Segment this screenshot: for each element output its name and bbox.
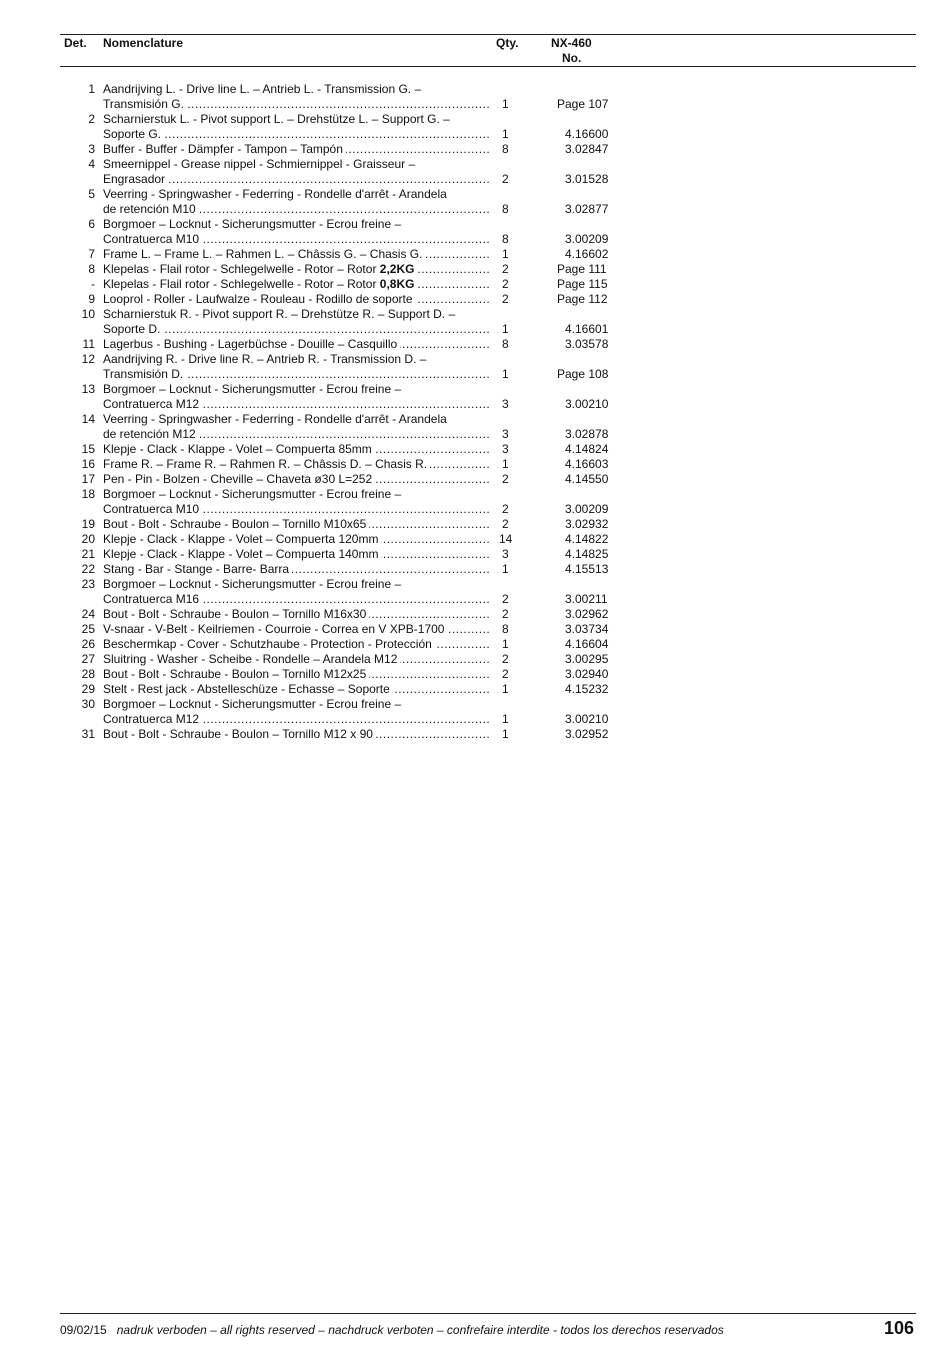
row-description — [103, 172, 491, 187]
row-description-text: Veerring - Springwasher - Federring - Rondelle d'arrêt - Arandela — [103, 187, 450, 201]
row-part-number: 4.14550 — [565, 472, 609, 486]
row-description — [103, 337, 491, 352]
weight-emphasis: 0,8KG — [379, 277, 415, 291]
table-row — [0, 562, 950, 577]
row-description — [103, 292, 491, 307]
row-part-number: 3.00210 — [565, 397, 609, 411]
table-row — [0, 307, 950, 322]
row-part-number: 3.00211 — [565, 592, 608, 606]
row-part-number: Page 107 — [557, 97, 609, 111]
table-row — [0, 652, 950, 667]
row-qty: 2 — [502, 592, 509, 606]
row-description-text: Bout - Bolt - Schraube - Boulon – Tornillo M10x65 — [103, 517, 369, 531]
row-description — [103, 712, 491, 727]
row-det: 1 — [88, 82, 95, 96]
row-description-text: Bout - Bolt - Schraube - Boulon – Tornillo M16x30 — [103, 607, 369, 621]
row-description-text: Transmisión D. — [103, 367, 186, 381]
row-description — [103, 457, 491, 472]
row-det: 10 — [81, 307, 95, 321]
header-model: NX-460 — [551, 36, 592, 50]
header-qty: Qty. — [496, 36, 519, 50]
table-row — [0, 697, 950, 712]
row-description-text: Scharnierstuk L. - Pivot support L. – Drehstütze L. – Support G. – — [103, 112, 453, 126]
row-description-text: Borgmoer – Locknut - Sicherungsmutter - Ecrou freine – — [103, 487, 404, 501]
row-qty: 8 — [502, 202, 509, 216]
table-row — [0, 607, 950, 622]
row-det: 16 — [81, 457, 95, 471]
row-det: 8 — [88, 262, 95, 276]
row-det: 18 — [81, 487, 95, 501]
table-row — [0, 247, 950, 262]
row-description — [103, 472, 491, 487]
row-part-number: 4.14822 — [565, 532, 609, 546]
row-description-text: Aandrijving L. - Drive line L. – Antrieb L. - Transmission G. – — [103, 82, 424, 96]
row-part-number: 3.02847 — [565, 142, 609, 156]
table-row — [0, 322, 950, 337]
row-description — [103, 142, 491, 157]
table-row — [0, 382, 950, 397]
row-det: 27 — [81, 652, 95, 666]
row-det: 7 — [88, 247, 95, 261]
row-part-number: 3.00210 — [565, 712, 609, 726]
row-description-text: Looprol - Roller - Laufwalze - Rouleau - Rodillo de soporte — [103, 292, 416, 306]
row-det: 21 — [81, 547, 95, 561]
table-row — [0, 232, 950, 247]
table-row — [0, 277, 950, 292]
row-qty: 2 — [502, 292, 509, 306]
row-description-text: Borgmoer – Locknut - Sicherungsmutter - Ecrou freine – — [103, 382, 404, 396]
row-part-number: 4.14824 — [565, 442, 609, 456]
row-qty: 2 — [502, 472, 509, 486]
table-row — [0, 352, 950, 367]
table-row — [0, 682, 950, 697]
row-det: 3 — [88, 142, 95, 156]
row-det: 2 — [88, 112, 95, 126]
row-qty: 1 — [502, 322, 509, 336]
row-part-number: 3.02940 — [565, 667, 609, 681]
row-description — [103, 367, 491, 382]
row-det: 13 — [81, 382, 95, 396]
row-description-text: Klepje - Clack - Klappe - Volet – Compuerta 140mm — [103, 547, 381, 561]
row-description — [103, 607, 491, 622]
row-qty: 3 — [502, 427, 509, 441]
table-row — [0, 577, 950, 592]
row-description — [103, 322, 491, 337]
row-description — [103, 487, 491, 502]
row-part-number: 3.00295 — [565, 652, 609, 666]
row-det: 29 — [81, 682, 95, 696]
row-description — [103, 412, 491, 427]
row-description-text: Borgmoer – Locknut - Sicherungsmutter - Ecrou freine – — [103, 697, 404, 711]
table-row — [0, 622, 950, 637]
row-description — [103, 637, 491, 652]
row-det: 12 — [81, 352, 95, 366]
table-row — [0, 502, 950, 517]
table-row — [0, 262, 950, 277]
row-description-text: Scharnierstuk R. - Pivot support R. – Drehstütze R. – Support D. – — [103, 307, 458, 321]
row-description — [103, 307, 491, 322]
row-description — [103, 547, 491, 562]
table-row — [0, 667, 950, 682]
row-description-text: Contratuerca M16 — [103, 592, 202, 606]
table-row — [0, 712, 950, 727]
row-part-number: 3.03734 — [565, 622, 609, 636]
table-row — [0, 82, 950, 97]
row-description — [103, 562, 491, 577]
table-row — [0, 472, 950, 487]
row-part-number: 3.02932 — [565, 517, 609, 531]
row-description — [103, 97, 491, 112]
row-det: 24 — [81, 607, 95, 621]
row-det: 14 — [81, 412, 95, 426]
row-qty: 2 — [502, 607, 509, 621]
row-part-number: 3.00209 — [565, 502, 609, 516]
row-description — [103, 112, 491, 127]
row-description — [103, 217, 491, 232]
row-description — [103, 247, 491, 262]
row-description-text: de retención M12 — [103, 427, 199, 441]
footer-notice: nadruk verboden – all rights reserved – nachdruck verboten – confrefaire interdite - todos los derechos reservados — [116, 1323, 724, 1337]
row-part-number: 4.14825 — [565, 547, 609, 561]
row-description — [103, 442, 491, 457]
row-det: 9 — [88, 292, 95, 306]
row-description — [103, 82, 491, 97]
footer-date: 09/02/15 — [60, 1323, 107, 1337]
row-det: 28 — [81, 667, 95, 681]
row-description-text: Veerring - Springwasher - Federring - Rondelle d'arrêt - Arandela — [103, 412, 450, 426]
footer-rule — [60, 1313, 916, 1314]
row-part-number: 3.00209 — [565, 232, 609, 246]
row-qty: 1 — [502, 457, 509, 471]
table-row — [0, 127, 950, 142]
table-row — [0, 112, 950, 127]
row-part-number: 3.01528 — [565, 172, 609, 186]
row-det: - — [91, 277, 95, 291]
row-description-text: V-snaar - V-Belt - Keilriemen - Courroie - Correa en V XPB-1700 — [103, 622, 447, 636]
row-description-text: Sluitring - Washer - Scheibe - Rondelle – Arandela M12 — [103, 652, 400, 666]
row-det: 26 — [81, 637, 95, 651]
row-description-text: Aandrijving R. - Drive line R. – Antrieb R. - Transmission D. – — [103, 352, 429, 366]
row-description — [103, 397, 491, 412]
header-nomenclature: Nomenclature — [103, 36, 184, 50]
row-description-text: Engrasador — [103, 172, 168, 186]
row-qty: 3 — [502, 442, 509, 456]
row-description-text: Pen - Pin - Bolzen - Cheville – Chaveta ø30 L=252 — [103, 472, 375, 486]
row-description — [103, 187, 491, 202]
row-qty: 3 — [502, 397, 509, 411]
row-det: 6 — [88, 217, 95, 231]
row-description — [103, 682, 491, 697]
table-row — [0, 157, 950, 172]
table-row — [0, 637, 950, 652]
row-qty: 2 — [502, 517, 509, 531]
row-qty: 2 — [502, 172, 509, 186]
table-row — [0, 412, 950, 427]
row-qty: 1 — [502, 727, 509, 741]
row-description-text: Contratuerca M12 — [103, 712, 202, 726]
row-description-text: de retención M10 — [103, 202, 199, 216]
row-part-number: Page 111 — [557, 262, 607, 276]
table-row — [0, 442, 950, 457]
table-row — [0, 172, 950, 187]
row-det: 5 — [88, 187, 95, 201]
row-description-text: Soporte G. — [103, 127, 164, 141]
table-row — [0, 187, 950, 202]
row-description — [103, 652, 491, 667]
row-qty: 8 — [502, 337, 509, 351]
row-det: 22 — [81, 562, 95, 576]
row-description-text: Frame L. – Frame L. – Rahmen L. – Châssis G. – Chasis G. — [103, 247, 425, 261]
row-description — [103, 592, 491, 607]
row-description-text: Soporte D. — [103, 322, 163, 336]
row-description-text: Klepje - Clack - Klappe - Volet – Compuerta 85mm — [103, 442, 375, 456]
row-det: 15 — [81, 442, 95, 456]
row-description — [103, 232, 491, 247]
table-row — [0, 592, 950, 607]
table-row — [0, 337, 950, 352]
table-row — [0, 427, 950, 442]
table-row — [0, 532, 950, 547]
row-description — [103, 697, 491, 712]
row-qty: 2 — [502, 277, 509, 291]
row-qty: 8 — [502, 232, 509, 246]
row-part-number: 3.02962 — [565, 607, 609, 621]
row-qty: 8 — [502, 622, 509, 636]
row-description-text: Borgmoer – Locknut - Sicherungsmutter - Ecrou freine – — [103, 217, 404, 231]
row-description — [103, 667, 491, 682]
table-row — [0, 142, 950, 157]
table-row — [0, 487, 950, 502]
row-qty: 1 — [502, 247, 509, 261]
table-row — [0, 202, 950, 217]
row-det: 31 — [81, 727, 95, 741]
row-description — [103, 202, 491, 217]
row-description-text: Buffer - Buffer - Dämpfer - Tampon – Tampón — [103, 142, 346, 156]
header-bottom-rule — [60, 66, 916, 67]
table-row — [0, 97, 950, 112]
row-description-text: Contratuerca M12 — [103, 397, 202, 411]
row-qty: 2 — [502, 652, 509, 666]
row-det: 4 — [88, 157, 95, 171]
table-row — [0, 517, 950, 532]
row-part-number: 3.02878 — [565, 427, 609, 441]
row-det: 19 — [81, 517, 95, 531]
row-qty: 1 — [502, 637, 509, 651]
row-qty: 8 — [502, 142, 509, 156]
row-qty: 2 — [502, 667, 509, 681]
page-number: 106 — [883, 1318, 914, 1338]
row-description — [103, 427, 491, 442]
row-description — [103, 382, 491, 397]
row-description-text: Contratuerca M10 — [103, 502, 202, 516]
row-description — [103, 127, 491, 142]
table-row — [0, 547, 950, 562]
row-description — [103, 532, 491, 547]
header-top-rule — [60, 34, 916, 35]
header-det: Det. — [64, 36, 87, 50]
row-description — [103, 157, 491, 172]
row-qty: 1 — [502, 712, 509, 726]
row-part-number: 4.16604 — [565, 637, 609, 651]
row-part-number: 3.03578 — [565, 337, 609, 351]
row-qty: 2 — [502, 502, 509, 516]
row-description-text: Transmisión G. — [103, 97, 187, 111]
table-row — [0, 397, 950, 412]
table-row — [0, 367, 950, 382]
row-description-text: Klepje - Clack - Klappe - Volet – Compuerta 120mm — [103, 532, 381, 546]
row-part-number: Page 108 — [557, 367, 609, 381]
row-det: 11 — [82, 337, 95, 351]
row-det: 17 — [81, 472, 95, 486]
row-description-text: Contratuerca M10 — [103, 232, 202, 246]
row-part-number: 4.16601 — [565, 322, 609, 336]
row-part-number: 3.02952 — [565, 727, 609, 741]
row-det: 30 — [81, 697, 95, 711]
weight-emphasis: 2,2KG — [379, 262, 415, 276]
row-part-number: 3.02877 — [565, 202, 609, 216]
row-qty: 1 — [502, 127, 509, 141]
row-qty: 2 — [502, 262, 509, 276]
row-part-number: 4.16600 — [565, 127, 609, 141]
row-description-text: Lagerbus - Bushing - Lagerbüchse - Douille – Casquillo — [103, 337, 400, 351]
row-qty: 1 — [502, 562, 509, 576]
row-description — [103, 277, 491, 292]
row-det: 20 — [81, 532, 95, 546]
table-row — [0, 217, 950, 232]
row-qty: 1 — [502, 367, 509, 381]
row-det: 25 — [81, 622, 95, 636]
table-row — [0, 292, 950, 307]
row-qty: 3 — [502, 547, 509, 561]
row-description-text: Klepelas - Flail rotor - Schlegelwelle - Rotor – Rotor 2,2KG — [103, 262, 417, 276]
row-description — [103, 727, 491, 742]
row-description-text: Frame R. – Frame R. – Rahmen R. – Châssis D. – Chasis R. — [103, 457, 430, 471]
row-part-number: 4.15513 — [565, 562, 609, 576]
row-description — [103, 517, 491, 532]
row-description-text: Beschermkap - Cover - Schutzhaube - Protection - Protección — [103, 637, 435, 651]
header-no: No. — [562, 51, 582, 65]
row-description-text: Bout - Bolt - Schraube - Boulon – Tornillo M12x25 — [103, 667, 369, 681]
row-description — [103, 502, 491, 517]
row-description — [103, 577, 491, 592]
row-description — [103, 352, 491, 367]
row-part-number: Page 112 — [557, 292, 608, 306]
row-det: 23 — [81, 577, 95, 591]
row-part-number: 4.16602 — [565, 247, 609, 261]
row-qty: 1 — [502, 682, 509, 696]
row-description-text: Klepelas - Flail rotor - Schlegelwelle - Rotor – Rotor 0,8KG — [103, 277, 417, 291]
row-qty: 1 — [502, 97, 509, 111]
row-qty: 14 — [499, 532, 513, 546]
row-description-text: Smeernippel - Grease nippel - Schmiernippel - Graisseur – — [103, 157, 418, 171]
row-part-number: Page 115 — [557, 277, 608, 291]
table-row — [0, 727, 950, 742]
row-description-text: Borgmoer – Locknut - Sicherungsmutter - Ecrou freine – — [103, 577, 404, 591]
row-description-text: Stelt - Rest jack - Abstelleschüze - Echasse – Soporte — [103, 682, 393, 696]
row-description-text: Stang - Bar - Stange - Barre- Barra — [103, 562, 292, 576]
table-row — [0, 457, 950, 472]
row-description — [103, 622, 491, 637]
row-description-text: Bout - Bolt - Schraube - Boulon – Tornillo M12 x 90 — [103, 727, 376, 741]
row-description — [103, 262, 491, 277]
row-part-number: 4.16603 — [565, 457, 609, 471]
row-part-number: 4.15232 — [565, 682, 609, 696]
footer-text — [60, 1323, 724, 1337]
